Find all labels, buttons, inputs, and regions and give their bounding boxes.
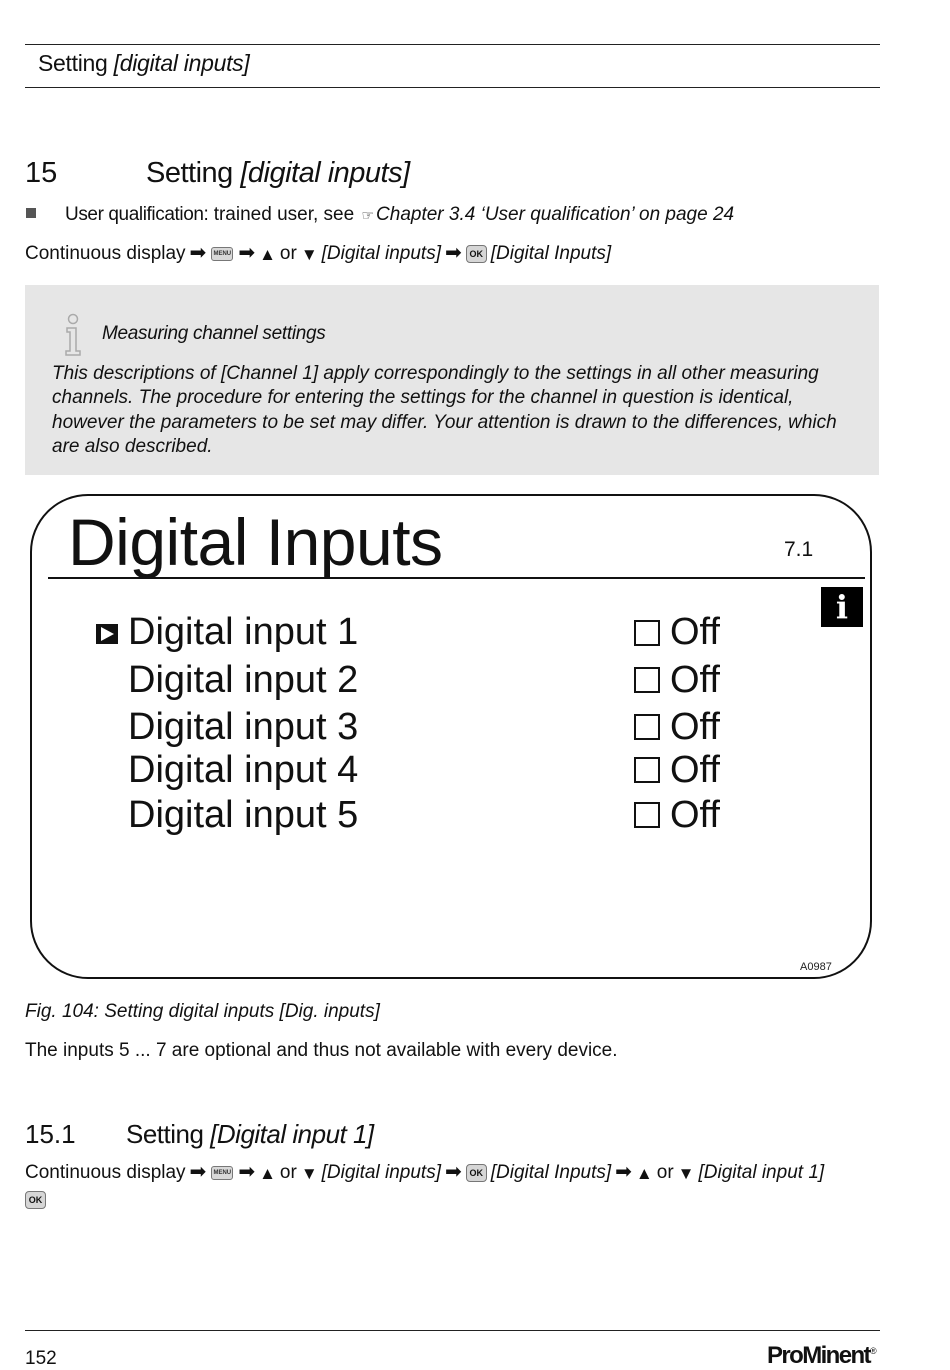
note-body: This descriptions of [Channel 1] apply correspondingly to the settings in all other measuring channels. The procedure for entering the settings for the channel in question is identical, however the parameters to be set may differ. Your attention is drawn to the differences, which are also described.: [52, 363, 837, 457]
chapter-link[interactable]: Chapter 3.4 ‘User qualification’ on page 24: [376, 204, 735, 225]
qualification-label: User qualification:: [65, 204, 209, 225]
figure-code: A0987: [800, 961, 832, 973]
up-key-icon: ▲: [259, 244, 276, 264]
hand-pointer-icon: ☞: [361, 207, 375, 223]
digital-input-3-label[interactable]: Digital input 3: [128, 706, 359, 748]
qualification-text: trained user, see: [208, 204, 360, 225]
down-key-icon: ▼: [677, 1163, 695, 1183]
info-i-icon: [58, 313, 88, 357]
info-button-icon[interactable]: i: [821, 587, 863, 627]
up-key-icon: ▲: [259, 1163, 276, 1183]
ok-key-icon: OK: [466, 1164, 487, 1182]
section-title-italic: [digital inputs]: [240, 157, 410, 189]
nav1-step2: [Digital Inputs]: [490, 243, 612, 264]
digital-input-3-checkbox[interactable]: [634, 714, 660, 740]
page-number: 152: [25, 1348, 57, 1369]
nav2-step2: [Digital Inputs]: [490, 1162, 612, 1183]
digital-input-5-value: Off: [670, 794, 720, 836]
digital-input-1-label[interactable]: Digital input 1: [128, 611, 359, 653]
down-key-icon: ▼: [300, 244, 318, 264]
nav2-or: or: [279, 1162, 297, 1183]
arrow-right-icon: ➡: [189, 242, 207, 264]
menu-key-icon: MENU: [211, 247, 233, 261]
nav2-ok: [25, 1190, 46, 1209]
arrow-right-icon: ➡: [238, 1161, 256, 1183]
subsection-title-prefix: Setting: [126, 1119, 211, 1149]
footer-rule: [25, 1330, 880, 1331]
nav1-or: or: [279, 243, 297, 264]
running-header-italic: [digital inputs]: [113, 50, 250, 76]
section-title: [146, 157, 410, 190]
subsection-number: 15.1: [25, 1119, 76, 1149]
paragraph: The inputs 5 ... 7 are optional and thus not available with every device.: [25, 1040, 618, 1061]
menu-number: 7.1: [784, 538, 814, 561]
down-key-icon: ▼: [300, 1163, 318, 1183]
running-header: [38, 50, 249, 77]
user-qualification: [65, 204, 734, 226]
nav2-step1: [Digital inputs]: [321, 1162, 441, 1183]
arrow-right-icon: ➡: [615, 1161, 632, 1183]
arrow-right-icon: ➡: [238, 242, 256, 264]
arrow-right-icon: ➡: [189, 1161, 207, 1183]
display-divider: [48, 577, 865, 579]
header-rule-top: [25, 44, 880, 45]
digital-input-2-checkbox[interactable]: [634, 667, 660, 693]
digital-input-4-label[interactable]: Digital input 4: [128, 749, 359, 791]
up-key-icon: ▲: [635, 1163, 653, 1183]
selection-cursor-icon: [95, 623, 119, 645]
digital-input-2-value: Off: [670, 659, 720, 701]
ok-key-icon: OK: [466, 245, 487, 263]
bullet-square-icon: [26, 208, 36, 218]
arrow-right-icon: ➡: [444, 242, 462, 264]
digital-input-5-label[interactable]: Digital input 5: [128, 794, 359, 836]
nav-sequence-2: [25, 1162, 824, 1184]
digital-input-2-label[interactable]: Digital input 2: [128, 659, 359, 701]
section-number: 15: [25, 157, 58, 189]
digital-input-4-checkbox[interactable]: [634, 757, 660, 783]
brand-name: ProMinent: [767, 1342, 870, 1369]
subsection-title-italic: [Digital input 1]: [210, 1119, 374, 1149]
digital-input-4-value: Off: [670, 749, 720, 791]
ok-key-icon: OK: [25, 1191, 46, 1209]
display-title: Digital Inputs: [68, 505, 443, 579]
arrow-right-icon: ➡: [444, 1161, 462, 1183]
section-title-prefix: Setting: [146, 157, 241, 189]
digital-input-5-checkbox[interactable]: [634, 802, 660, 828]
subsection-title: [126, 1119, 374, 1150]
brand-logo: [767, 1342, 877, 1370]
digital-input-3-value: Off: [670, 706, 720, 748]
menu-key-icon: MENU: [211, 1166, 233, 1180]
digital-input-1-checkbox[interactable]: [634, 620, 660, 646]
nav2-start: Continuous display: [25, 1162, 186, 1183]
nav1-start: Continuous display: [25, 243, 186, 264]
nav2-step3: [Digital input 1]: [698, 1162, 825, 1183]
registered-mark: ®: [869, 1346, 877, 1356]
nav1-step1: [Digital inputs]: [321, 243, 441, 264]
running-header-prefix: Setting: [38, 50, 114, 76]
digital-input-1-value: Off: [670, 611, 720, 653]
nav2-or-2: or: [656, 1162, 674, 1183]
header-rule-bottom: [25, 87, 880, 88]
note-title: Measuring channel settings: [102, 323, 326, 344]
nav-sequence-1: [25, 243, 611, 265]
figure-caption: Fig. 104: Setting digital inputs [Dig. inputs]: [25, 1001, 380, 1022]
